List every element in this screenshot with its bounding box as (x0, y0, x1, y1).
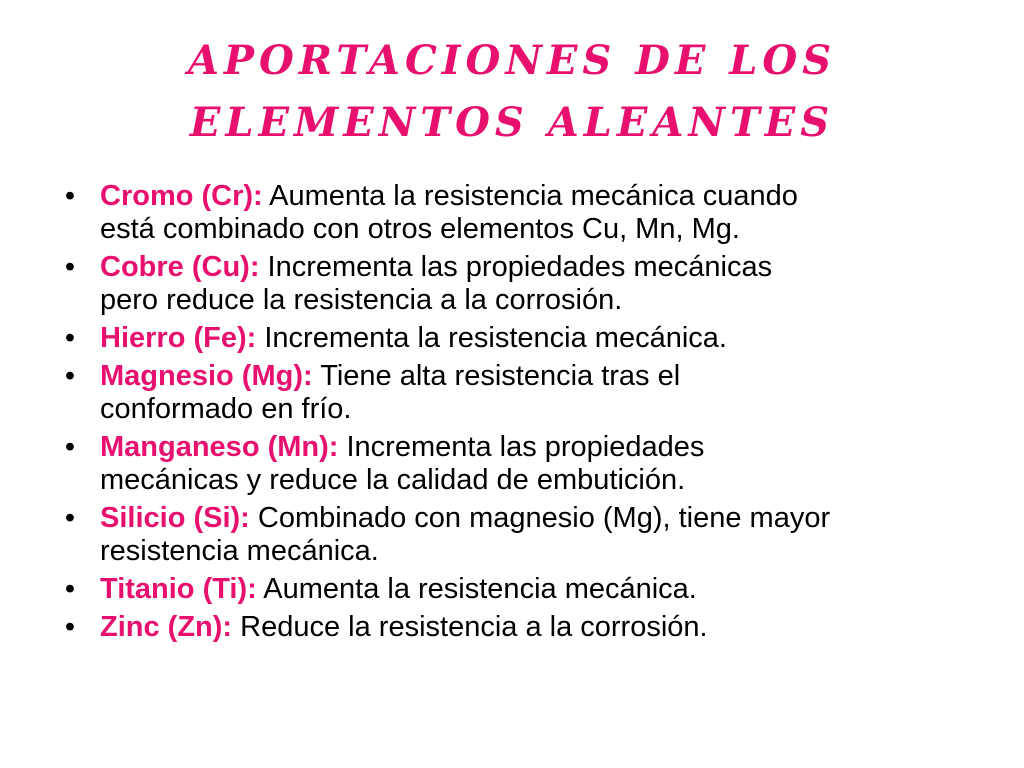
bullet-icon: • (64, 431, 76, 463)
bullet-icon: • (64, 322, 76, 354)
bullet-item-hierro (58, 322, 978, 355)
bullet-item-titanio (58, 573, 978, 606)
title-line-1: APORTACIONES DE LOS (187, 37, 837, 84)
bullet-text-line2: está combinado con otros elementos Cu, Mn, Mg. (100, 213, 740, 245)
bullet-term: Magnesio (Mg): (100, 360, 313, 392)
bullet-term: Cromo (Cr): (100, 180, 263, 212)
bullet-icon: • (64, 573, 76, 605)
bullet-term: Zinc (Zn): (100, 611, 233, 643)
bullet-text-line1: Incrementa las propiedades mecánicas (267, 251, 773, 283)
bullet-term: Hierro (Fe): (100, 322, 257, 354)
bullet-text-line1: Combinado con magnesio (Mg), tiene mayor (257, 502, 831, 534)
bullet-icon: • (64, 180, 76, 212)
bullet-term: Titanio (Ti): (100, 573, 257, 605)
bullet-text-line1: Incrementa la resistencia mecánica. (264, 322, 727, 354)
bullet-item-cobre (58, 251, 978, 317)
bullet-item-manganeso (58, 431, 978, 497)
bullet-text-line2: resistencia mecánica. (100, 535, 379, 567)
slide-title (60, 30, 964, 154)
title-line-2: ELEMENTOS ALEANTES (189, 99, 835, 146)
bullet-text-line1: Tiene alta resistencia tras el (320, 360, 681, 392)
bullet-text-line1: Aumenta la resistencia mecánica. (263, 573, 697, 605)
bullet-text-line1: Aumenta la resistencia mecánica cuando (269, 180, 798, 212)
bullet-text-line2: mecánicas y reduce la calidad de embutición. (100, 464, 686, 496)
bullet-list (58, 180, 978, 649)
bullet-term: Cobre (Cu): (100, 251, 260, 283)
bullet-icon: • (64, 251, 76, 283)
bullet-text-line1: Incrementa las propiedades (346, 431, 705, 463)
bullet-text-line2: pero reduce la resistencia a la corrosión. (100, 284, 623, 316)
bullet-term: Manganeso (Mn): (100, 431, 339, 463)
bullet-icon: • (64, 502, 76, 534)
bullet-text-line1: Reduce la resistencia a la corrosión. (240, 611, 708, 643)
bullet-item-cromo (58, 180, 978, 246)
bullet-item-silicio (58, 502, 978, 568)
bullet-item-zinc (58, 611, 978, 644)
bullet-icon: • (64, 360, 76, 392)
bullet-term: Silicio (Si): (100, 502, 250, 534)
bullet-item-magnesio (58, 360, 978, 426)
bullet-text-line2: conformado en frío. (100, 393, 352, 425)
bullet-icon: • (64, 611, 76, 643)
